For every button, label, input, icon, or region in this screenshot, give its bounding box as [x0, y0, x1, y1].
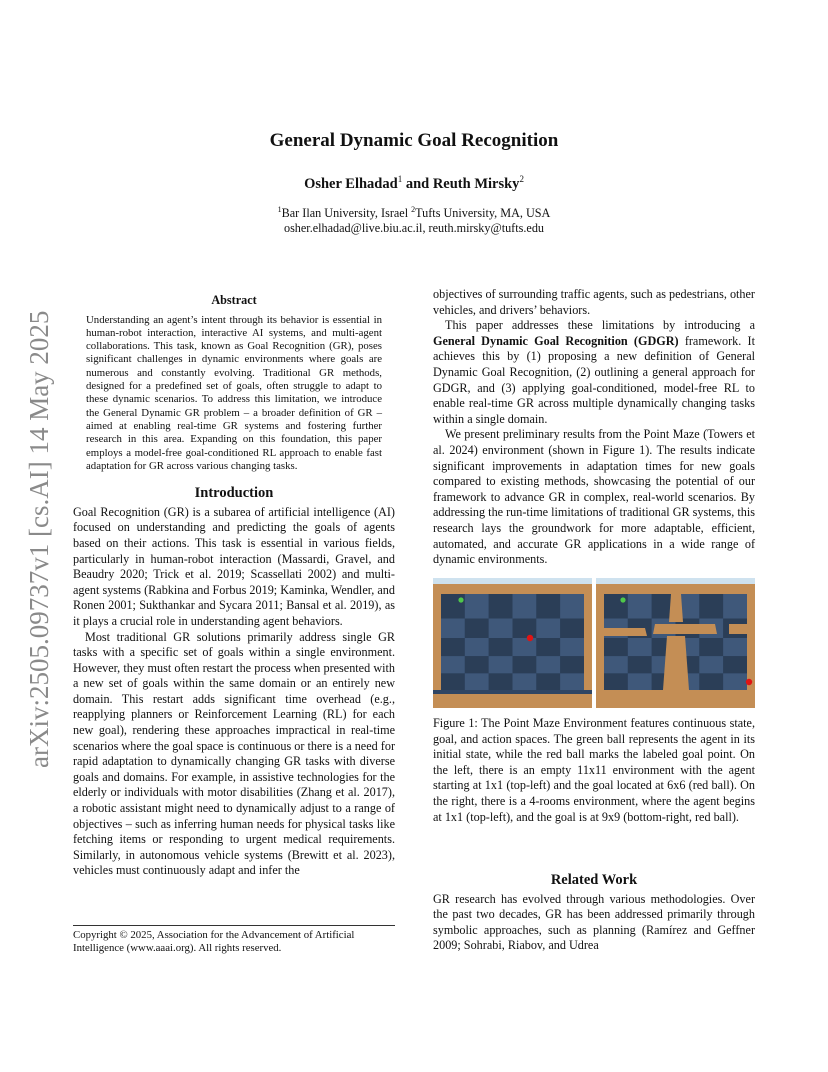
contribution-text-post: framework. It achieves this by (1) proposing a new definition of General Dynamic Goal Recognition, (2) outlining a general approach for GDGR, and (3) applying goal-conditioned, model-free RL to enable real-time GR across multiple dynamically changing tasks within a single domain.	[433, 333, 755, 426]
paper-title: General Dynamic Goal Recognition	[269, 130, 559, 151]
floor-tile	[489, 673, 513, 690]
floor-tile	[513, 638, 537, 656]
agent-ball-right	[620, 597, 625, 602]
floor-tile	[489, 618, 513, 638]
floor-tile	[699, 638, 723, 656]
related-work-paragraph-1: GR research has evolved through various methodologies. Over the past two decades, GR has been addressed primarily through symbolic approaches, such as planning (Ramírez and Geffner 2009; Sohrabi, Riabov, and Udrea	[433, 891, 755, 953]
floor-tile	[465, 638, 489, 656]
floor-tile	[604, 656, 628, 673]
floor-tile	[723, 594, 747, 618]
affiliation-line	[0, 202, 828, 221]
floor-tile	[513, 594, 537, 618]
floor-tile	[604, 638, 628, 656]
floor-tile	[699, 673, 723, 690]
floor-tile	[536, 656, 560, 673]
floor-tile	[441, 618, 465, 638]
copyright-footnote: Copyright © 2025, Association for the Advancement of Artificial Intelligence (www.aaai.org). All rights reserved.	[73, 925, 395, 956]
floor-tile	[536, 618, 560, 638]
floor-tile	[628, 594, 652, 618]
floor-tile	[489, 594, 513, 618]
arxiv-stamp	[18, 300, 54, 770]
floor-tile	[465, 618, 489, 638]
floor-tile	[465, 656, 489, 673]
floor-tile	[560, 618, 584, 638]
arxiv-stamp-text: arXiv:2505.09737v1 [cs.AI] 14 May 2025	[24, 310, 54, 768]
floor-tile	[513, 656, 537, 673]
floor-tile	[513, 673, 537, 690]
author-1-affil-mark: 1	[397, 174, 403, 184]
floor-tile	[513, 618, 537, 638]
floor-tile	[489, 656, 513, 673]
affiliation-2: Tufts University, MA, USA	[415, 206, 551, 221]
author-emails: osher.elhadad@live.biu.ac.il, reuth.mirsky@tufts.edu	[283, 221, 545, 236]
figure-caption-block	[433, 716, 755, 825]
affiliation-1: Bar Ilan University, Israel	[281, 206, 412, 221]
intro-paragraph-2: Most traditional GR solutions primarily address single GR tasks with a specific set of goals within a single environment. However, they must often restart the process when presented with a new set of goals within the same domain or an entirely new domain. This restart adds significant time overhead (e.g., reapplying planners or Reinforcement Learning (RL) for each new goal), rendering these approaches impractical in real-time scenarios where the goal space is continuous or there is a need for rapid adaptation to dynamically changing GR tasks with diverse goals and domains. For example, in assistive technologies for the elderly or individuals with motor disabilities (Zhang et al. 2017), a robotic assistant might need to dynamically adjust to a range of objectives – such as inferring human needs for physical tasks like fetching items or responding to urgent medical requirements. Similarly, in autonomous vehicle systems (Brewitt et al. 2023), vehicles must continuously adapt and infer the	[73, 629, 395, 878]
author-line	[0, 174, 828, 193]
floor-tile	[465, 673, 489, 690]
introduction-heading: Introduction	[194, 485, 274, 502]
right-column	[433, 287, 755, 568]
floor-tile	[628, 656, 652, 673]
author-2-affil-mark: 2	[519, 174, 524, 184]
goal-ball-right	[746, 679, 752, 685]
floor-tile	[723, 638, 747, 656]
left-column	[73, 293, 395, 879]
floor-tile	[604, 673, 628, 690]
related-work-section	[433, 873, 755, 954]
author-2: Reuth Mirsky	[432, 175, 520, 192]
affil-1-mark: 1	[277, 205, 282, 214]
floor-tile	[628, 638, 652, 656]
floor-tile	[536, 673, 560, 690]
gdgr-term: General Dynamic Goal Recognition (GDGR)	[433, 333, 679, 348]
floor-tile	[699, 594, 723, 618]
floor-tile	[441, 656, 465, 673]
related-work-heading: Related Work	[550, 872, 638, 888]
empty-maze-image	[433, 578, 592, 708]
intro-continued-paragraph: objectives of surrounding traffic agents, such as pedestrians, other vehicles, and drivers’ behaviors.	[433, 287, 755, 317]
abstract-heading: Abstract	[211, 293, 257, 307]
abstract-body: Understanding an agent’s intent through its behavior is essential in human-robot interaction, interactive AI systems, and multi-agent collaborations. This task, known as Goal Recognition (GR), poses significant challenges in dynamic environments where goals are numerous and constantly evolving. Traditional GR methods, designed for a predefined set of goals, often struggle to adapt to these dynamic scenarios. To address this limitation, we introduce the General Dynamic GR problem – a broader definition of GR – aimed at enabling real-time GR systems and fostering further research in this area. Expanding on this foundation, this paper employs a model-free goal-conditioned RL approach to enable fast adaptation for GR across various changing tasks.	[86, 313, 382, 472]
goal-ball-left	[527, 635, 533, 641]
floor-tile	[604, 594, 628, 618]
affil-2-mark: 2	[411, 205, 416, 214]
floor-tile	[441, 673, 465, 690]
floor-tile	[536, 638, 560, 656]
author-1: Osher Elhadad	[304, 175, 398, 192]
agent-ball-left	[458, 597, 463, 602]
floor-tile	[489, 638, 513, 656]
floor-tile	[441, 638, 465, 656]
figure-1-caption: Figure 1: The Point Maze Environment features continuous state, goal, and action spaces. The green ball represents the agent in its initial state, while the red ball marks the labeled goal point. On the left, there is an empty 11x11 environment with the agent starting at 1x1 (top-left) and the goal located at 6x6 (red ball). On the right, there is a 4-rooms environment, where the agent begins at 1x1 (top-left), and the goal is at 9x9 (bottom-right, red ball).	[433, 716, 755, 824]
floor-tile	[560, 656, 584, 673]
contribution-paragraph	[433, 318, 755, 427]
floor-tile	[723, 656, 747, 673]
floor-tile	[465, 594, 489, 618]
floor-tile	[699, 656, 723, 673]
author-conjunction: and	[402, 175, 433, 192]
floor-tile	[628, 673, 652, 690]
floor-tile	[723, 673, 747, 690]
contribution-text-pre: This paper addresses these limitations by introducing a	[445, 318, 755, 333]
floor-tile	[536, 594, 560, 618]
figure-1-point-maze	[433, 578, 755, 708]
results-paragraph: We present preliminary results from the Point Maze (Towers et al. 2024) environment (shown in Figure 1). The results indicate significant improvements in adaptation times for new goals compared to existing methods, showcasing the potential of our framework to advance GR in complex, real-world scenarios. By addressing the run-time limitations of traditional GR systems, this research lays the groundwork for more adaptable, efficient, automated, and accurate GR applications in a wide range of dynamic environments.	[433, 427, 755, 567]
floor-tile	[560, 594, 584, 618]
floor-tile	[560, 673, 584, 690]
four-rooms-maze-image	[596, 578, 755, 708]
intro-paragraph-1: Goal Recognition (GR) is a subarea of artificial intelligence (AI) focused on understanding and predicting the goals of agents based on their actions. This task is essential in various fields, particularly in human-robot interaction (Massardi, Gravel, and Beaudry 2020; Trick et al. 2019; Scassellati 2002) and multi-agent systems (Rabkina and Forbus 2019; Kaminka, Wendler, and Ronen 2001; Sukthankar and Sycara 2011; Bansal et al. 2019), as it plays a crucial role in understanding agent behaviors.	[73, 504, 395, 628]
affiliations	[0, 202, 828, 236]
floor-tile	[560, 638, 584, 656]
